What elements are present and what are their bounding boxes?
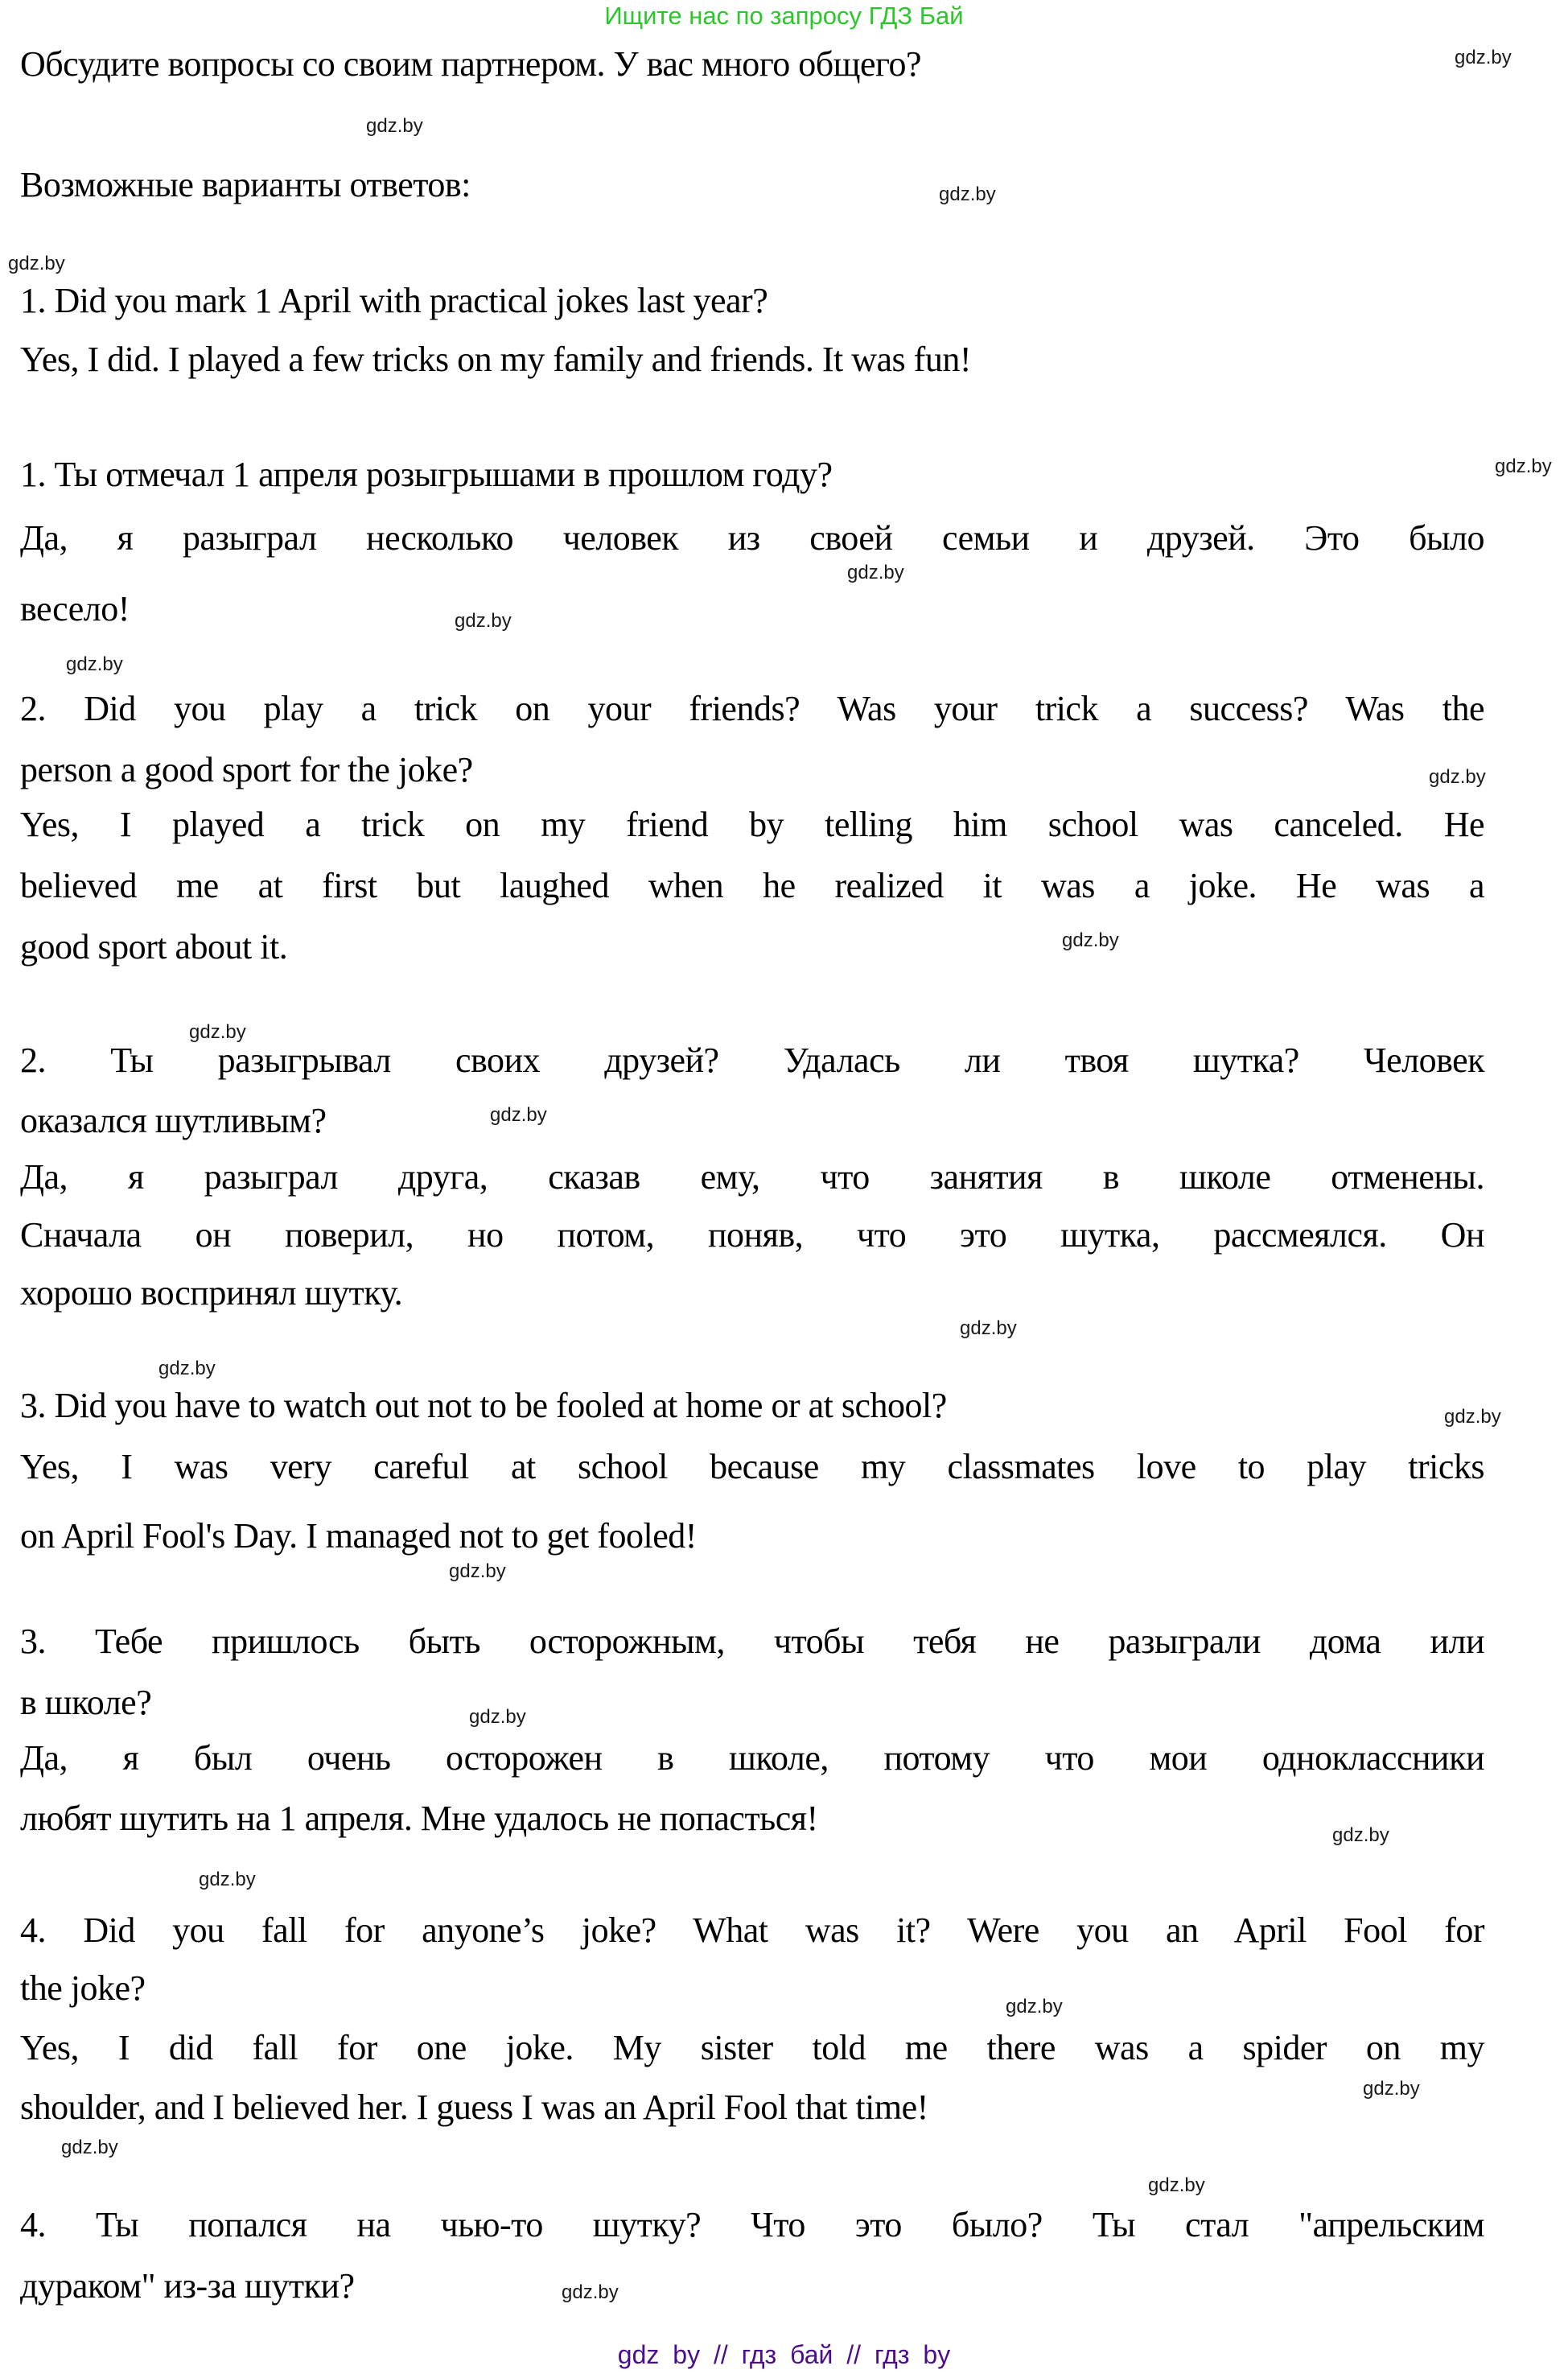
question4-ru [20, 2195, 1484, 2317]
text-line: Да, я разыграл несколько человек из своей семьи и друзей. Это было [20, 518, 1484, 558]
text-line: person a good sport for the joke? [20, 750, 473, 789]
gdz-watermark: gdz.by [449, 1560, 506, 1582]
gdz-watermark: gdz.by [66, 653, 123, 675]
question2-en [20, 678, 1484, 801]
text-line: Сначала он поверил, но потом, поняв, что это шутка, рассмеялся. Он [20, 1215, 1484, 1255]
footer-brand-text: gdz by // гдз бай // гдз by [617, 2340, 951, 2369]
gdz-watermark: gdz.by [1363, 2078, 1420, 2100]
gdz-watermark: gdz.by [61, 2137, 118, 2158]
text-line: дураком" из-за шутки? [20, 2266, 355, 2306]
text-line: 1. Did you mark 1 April with practical jokes last year? [20, 281, 768, 320]
answer3-en [20, 1432, 1484, 1571]
text-line: Yes, I played a trick on my friend by telling him school was canceled. He [20, 805, 1484, 844]
text-line: 4. Ты попался на чью-то шутку? Что это было? Ты стал "апрельским [20, 2205, 1484, 2244]
text-line: Возможные варианты ответов: [20, 165, 471, 204]
promo-header-text: Ищите нас по запросу ГДЗ Бай [604, 2, 964, 30]
answer2-ru [20, 1148, 1484, 1322]
answer1-en [20, 330, 1484, 389]
text-line: Обсудите вопросы со своим партнером. У вас много общего? [20, 44, 921, 84]
gdz-watermark: gdz.by [1006, 1996, 1063, 2017]
text-line: 3. Тебе пришлось быть осторожным, чтобы тебя не разыграли дома или [20, 1622, 1484, 1661]
text-line: в школе? [20, 1683, 152, 1722]
text-line: 4. Did you fall for anyone’s joke? What was it? Were you an April Fool for [20, 1910, 1484, 1950]
text-line: 1. Ты отмечал 1 апреля розыгрышами в прошлом году? [20, 455, 833, 494]
gdz-watermark: gdz.by [455, 610, 512, 632]
gdz-watermark: gdz.by [366, 115, 423, 137]
text-line: Yes, I was very careful at school because my classmates love to play tricks [20, 1447, 1484, 1486]
gdz-watermark: gdz.by [490, 1104, 547, 1126]
text-line: любят шутить на 1 апреля. Мне удалось не попасться! [20, 1799, 818, 1838]
gdz-watermark: gdz.by [158, 1358, 216, 1379]
gdz-watermark: gdz.by [1062, 929, 1119, 951]
question3-en [20, 1376, 1484, 1436]
answer1-ru [20, 503, 1484, 645]
gdz-watermark: gdz.by [939, 183, 996, 205]
text-line: shoulder, and I believed her. I guess I was an April Fool that time! [20, 2087, 928, 2127]
text-line: Yes, I did fall for one joke. My sister told me there was a spider on my [20, 2028, 1484, 2067]
gdz-watermark: gdz.by [1148, 2174, 1205, 2196]
gdz-watermark: gdz.by [189, 1021, 246, 1043]
text-line: 2. Ты разыгрывал своих друзей? Удалась ли твоя шутка? Человек [20, 1041, 1484, 1080]
text-line: believed me at first but laughed when he realized it was a joke. He was a [20, 866, 1484, 905]
gdz-watermark: gdz.by [562, 2281, 619, 2303]
gdz-watermark: gdz.by [469, 1706, 526, 1728]
text-line: 2. Did you play a trick on your friends? Was your trick a success? Was the [20, 689, 1484, 728]
question1-en [20, 271, 1484, 331]
question2-ru [20, 1030, 1484, 1151]
gdz-watermark: gdz.by [1455, 47, 1512, 68]
gdz-watermark: gdz.by [8, 253, 65, 274]
text-line: Да, я был очень осторожен в школе, потому что мои одноклассники [20, 1738, 1484, 1778]
text-line: хорошо воспринял шутку. [20, 1273, 403, 1313]
possible-answers-heading-ru [20, 155, 1484, 215]
gdz-watermark: gdz.by [1495, 455, 1552, 477]
question1-ru [20, 445, 1484, 505]
gdz-watermark: gdz.by [847, 562, 904, 583]
task-intro-ru [20, 35, 1484, 94]
answer2-en [20, 794, 1484, 978]
text-line: 3. Did you have to watch out not to be fooled at home or at school? [20, 1386, 947, 1425]
answer3-ru [20, 1728, 1484, 1848]
gdz-watermark: gdz.by [1429, 766, 1486, 788]
text-line: the joke? [20, 1968, 146, 2008]
question3-ru [20, 1611, 1484, 1733]
answer4-en [20, 2018, 1484, 2137]
text-line: Yes, I did. I played a few tricks on my family and friends. It was fun! [20, 340, 971, 379]
text-line: оказался шутливым? [20, 1101, 327, 1140]
text-line: on April Fool's Day. I managed not to get fooled! [20, 1516, 697, 1556]
text-line: Да, я разыграл друга, сказав ему, что занятия в школе отменены. [20, 1157, 1484, 1197]
gdz-watermark: gdz.by [1332, 1824, 1389, 1846]
text-line: весело! [20, 589, 130, 629]
text-line: good sport about it. [20, 927, 288, 966]
gdz-watermark: gdz.by [199, 1869, 256, 1890]
gdz-watermark: gdz.by [1444, 1406, 1501, 1428]
question4-en [20, 1902, 1484, 2017]
gdz-watermark: gdz.by [960, 1317, 1017, 1339]
